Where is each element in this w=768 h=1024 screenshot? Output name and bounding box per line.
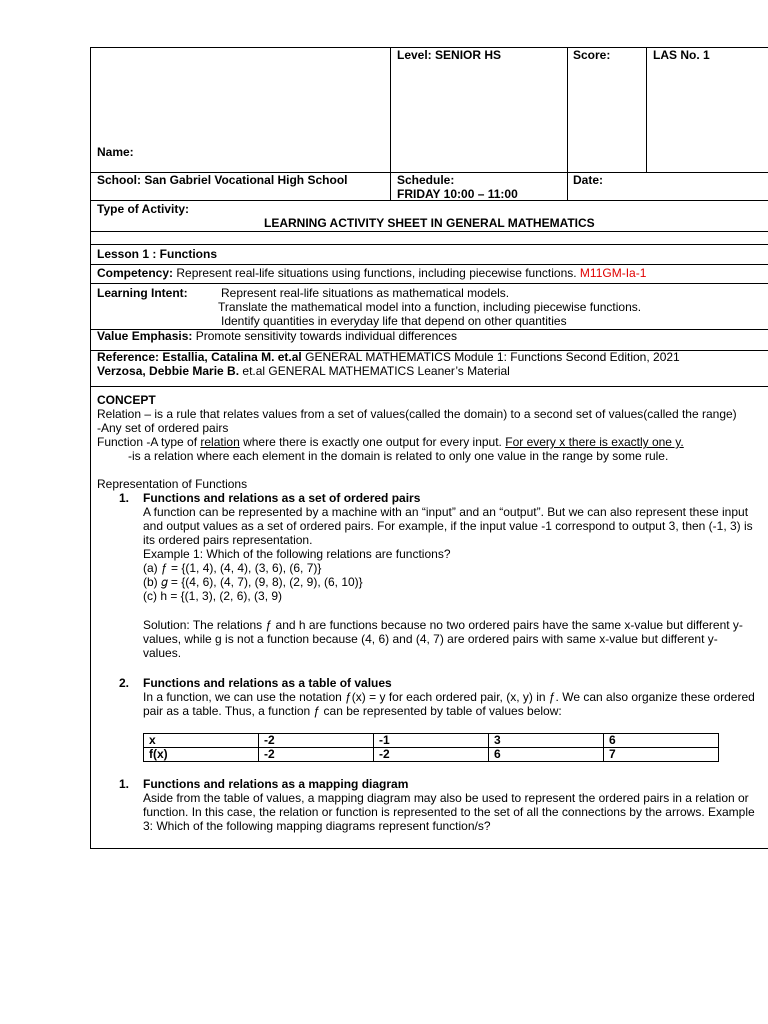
row-divider <box>91 386 768 387</box>
schedule-label: Schedule: <box>397 173 455 187</box>
paragraph-line: its ordered pairs representation. <box>143 533 313 547</box>
paragraph-line: (c) h = {(1, 3), (2, 6), (3, 9) <box>143 589 283 603</box>
paragraph-line: 3: Which of the following mapping diagrams represent function/s? <box>143 819 491 833</box>
relation-definition: -Any set of ordered pairs <box>97 421 229 435</box>
table-cell: x <box>144 734 259 748</box>
competency-code: M11GM-Ia-1 <box>579 266 647 280</box>
table-row <box>144 734 719 748</box>
row-divider <box>91 264 768 265</box>
reference-text: GENERAL MATHEMATICS Module 1: Functions Second Edition, 2021 <box>305 350 680 364</box>
item-title: Functions and relations as a mapping diagram <box>143 777 409 791</box>
paragraph-line: and output values as a set of ordered pairs. For example, if the input value -1 correspond to output 3, then (-1, 3) is <box>143 519 753 533</box>
table-cell: f(x) <box>144 748 259 762</box>
activity-sheet <box>90 47 768 849</box>
value-emphasis-label: Value Emphasis: <box>97 329 193 343</box>
value-emphasis-text: Promote sensitivity towards individual differences <box>195 329 457 343</box>
representation-heading: Representation of Functions <box>97 477 248 491</box>
paragraph-line: A function can be represented by a machine with an “input” and an “output”. But we can also represent these input <box>143 505 749 519</box>
competency-label: Competency: <box>97 266 174 280</box>
table-row <box>144 748 719 762</box>
list-number: 2. <box>119 676 130 690</box>
item-title: Functions and relations as a set of ordered pairs <box>143 491 421 505</box>
table-cell: -2 <box>259 734 374 748</box>
item-title: Functions and relations as a table of values <box>143 676 392 690</box>
solution-line: Solution: The relations ƒ and h are functions because no two ordered pairs have the same x-value but different y- <box>143 618 743 632</box>
competency <box>97 266 646 280</box>
paragraph-line: Aside from the table of values, a mapping diagram may also be used to represent the ordered pairs in a relation or <box>143 791 749 805</box>
paragraph-line: pair as a table. Thus, a function ƒ can be represented by table of values below: <box>143 704 562 718</box>
learning-intent-item: Represent real-life situations as mathematical models. <box>221 286 510 300</box>
table-cell: 6 <box>489 748 604 762</box>
col-divider <box>567 48 568 200</box>
reference-author: Verzosa, Debbie Marie B. <box>97 364 240 378</box>
learning-intent-item: Identify quantities in everyday life that depend on other quantities <box>221 314 567 328</box>
school-label: School: San Gabriel Vocational High School <box>97 173 348 187</box>
relation-definition: Relation – is a rule that relates values from a set of values(called the domain) to a second set of values(called the range) <box>97 407 737 421</box>
paragraph-line: function. In this case, the relation or function is represented to the set of all the connections by the arrows. Example <box>143 805 755 819</box>
relation-link[interactable]: relation <box>200 435 240 449</box>
table-cell: 7 <box>604 748 719 762</box>
lesson-title: Lesson 1 : Functions <box>97 247 218 261</box>
activity-type-label: Type of Activity: <box>97 202 190 216</box>
table-cell: 6 <box>604 734 719 748</box>
paragraph-line: (b) 𝑔 = {(4, 6), (4, 7), (9, 8), (2, 9), (6, 10)} <box>143 575 363 589</box>
concept-heading: CONCEPT <box>97 393 156 407</box>
function-text: Function -A type of <box>97 435 201 449</box>
date-label: Date: <box>573 173 604 187</box>
col-divider <box>646 48 647 172</box>
name-label: Name: <box>97 145 134 159</box>
paragraph-line: (a) ƒ = {(1, 4), (4, 4), (3, 6), (6, 7)} <box>143 561 322 575</box>
solution-line: values, while g is not a function because (4, 6) and (4, 7) are ordered pairs with same x-value but different y- <box>143 632 718 646</box>
value-emphasis <box>97 329 457 343</box>
row-divider <box>91 231 768 232</box>
table-of-values <box>143 733 719 762</box>
reference-text: et.al GENERAL MATHEMATICS Leaner’s Material <box>242 364 510 378</box>
paragraph-line: Example 1: Which of the following relations are functions? <box>143 547 451 561</box>
table-cell: -2 <box>259 748 374 762</box>
function-rule: For every x there is exactly one y. <box>505 435 684 449</box>
table-cell: -1 <box>374 734 489 748</box>
table-cell: -2 <box>374 748 489 762</box>
competency-text: Represent real-life situations using functions, including piecewise functions. <box>176 266 577 280</box>
paragraph-line: In a function, we can use the notation ƒ(x) = y for each ordered pair, (x, y) in ƒ. We can also organize these ordered <box>143 690 755 704</box>
list-number: 1. <box>119 491 130 505</box>
reference-line-1 <box>97 350 680 364</box>
list-number: 1. <box>119 777 130 791</box>
schedule-value: FRIDAY 10:00 – 11:00 <box>397 187 518 201</box>
row-divider <box>91 283 768 284</box>
solution-line: values. <box>143 646 182 660</box>
activity-title: LEARNING ACTIVITY SHEET IN GENERAL MATHEMATICS <box>264 216 595 230</box>
las-number: LAS No. 1 <box>653 48 710 62</box>
reference-line-2 <box>97 364 510 378</box>
learning-intent-label: Learning Intent: <box>97 286 188 300</box>
score-label: Score: <box>573 48 611 62</box>
col-divider <box>390 48 391 200</box>
level-label: Level: SENIOR HS <box>397 48 502 62</box>
function-definition: -is a relation where each element in the domain is related to only one value in the range by some rule. <box>128 449 669 463</box>
function-definition <box>97 435 684 449</box>
learning-intent-item: Translate the mathematical model into a function, including piecewise functions. <box>218 300 642 314</box>
reference-author: Estallia, Catalina M. et.al <box>162 350 302 364</box>
function-text: where there is exactly one output for every input. <box>239 435 506 449</box>
table-cell: 3 <box>489 734 604 748</box>
row-divider <box>91 244 768 245</box>
reference-label: Reference: <box>97 350 160 364</box>
